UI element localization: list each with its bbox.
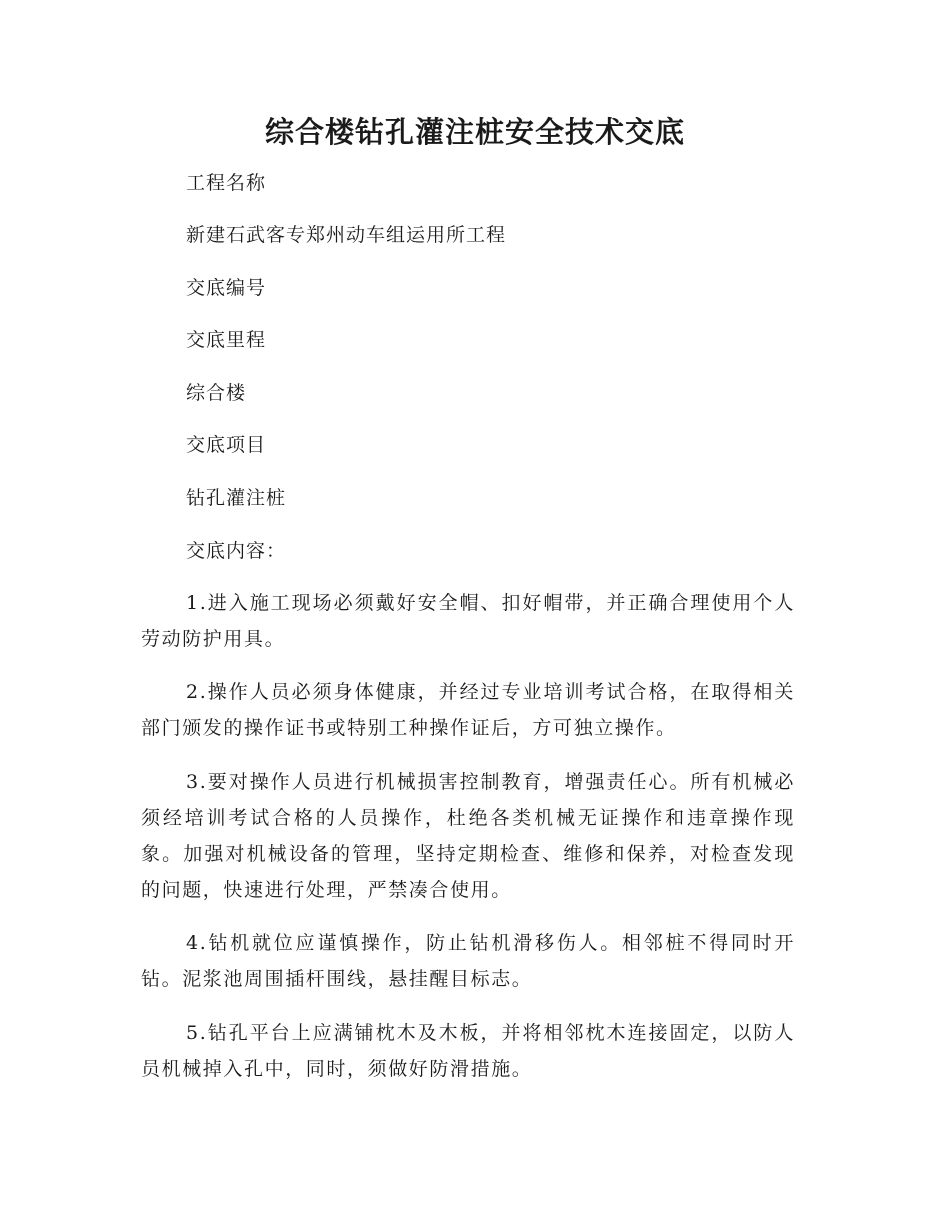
field-briefing-number-label: 交底编号 xyxy=(186,277,267,299)
field-briefing-mileage-value: 综合楼 xyxy=(186,382,247,404)
paragraph-4: 4.钻机就位应谨慎操作，防止钻机滑移伤人。相邻桩不得同时开钻。泥浆池周围插杆围线，悬挂醒目标志。 xyxy=(141,932,795,990)
field-project-name-label: 工程名称 xyxy=(186,172,267,194)
field-briefing-mileage-label: 交底里程 xyxy=(186,329,267,351)
field-briefing-item-label: 交底项目 xyxy=(186,434,267,456)
document-title: 综合楼钻孔灌注桩安全技术交底 xyxy=(264,115,685,149)
paragraph-1: 1.进入施工现场必须戴好安全帽、扣好帽带，并正确合理使用个人劳动防护用具。 xyxy=(141,592,795,650)
paragraph-5: 5.钻孔平台上应满铺枕木及木板，并将相邻枕木连接固定，以防人员机械掉入孔中，同时，须做好防滑措施。 xyxy=(141,1022,795,1080)
field-project-name-value: 新建石武客专郑州动车组运用所工程 xyxy=(186,224,507,246)
paragraph-2: 2.操作人员必须身体健康，并经过专业培训考试合格，在取得相关部门颁发的操作证书或特别工种操作证后，方可独立操作。 xyxy=(141,681,795,739)
field-briefing-item-value: 钻孔灌注桩 xyxy=(186,487,287,509)
field-briefing-content-label: 交底内容： xyxy=(186,540,287,562)
paragraph-3: 3.要对操作人员进行机械损害控制教育，增强责任心。所有机械必须经培训考试合格的人员操作，杜绝各类机械无证操作和违章操作现象。加强对机械设备的管理，坚持定期检查、维修和保养，对检查发现的问题，快速进行处理，严禁凑合使用。 xyxy=(141,771,795,901)
